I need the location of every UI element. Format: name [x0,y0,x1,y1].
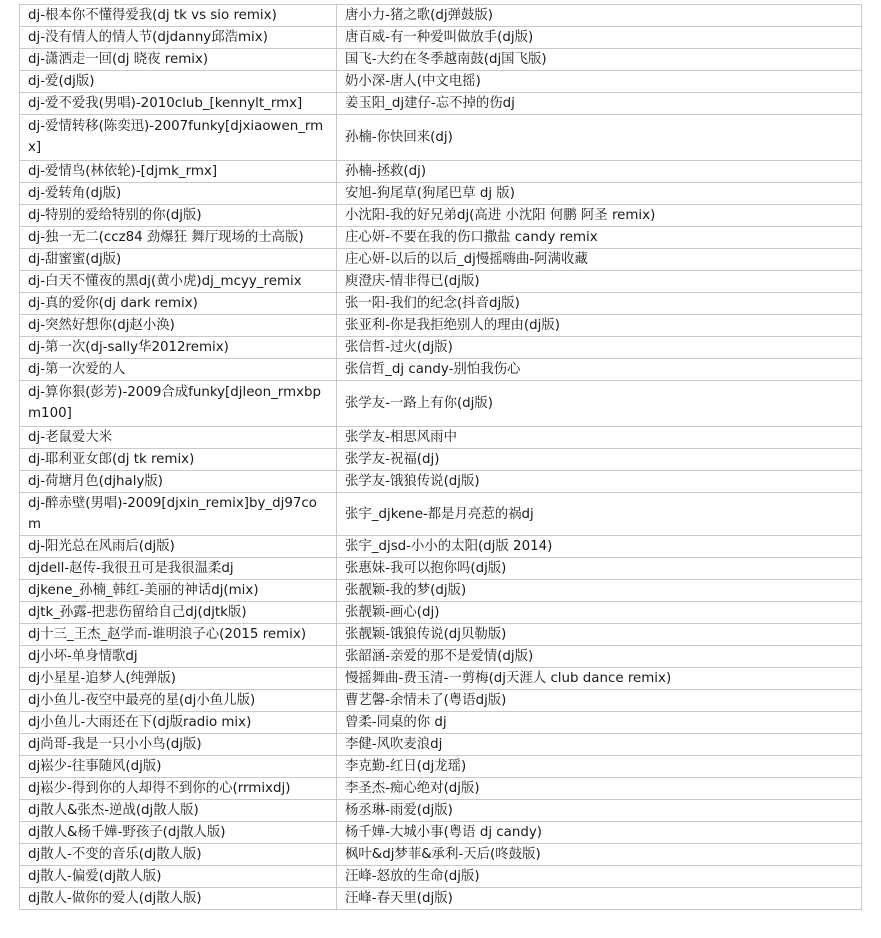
song-title-cell: dj-独一无二(ccz84 劲爆狂 舞厅现场的士高版) [20,227,337,249]
song-title-cell: 汪峰-怒放的生命(dj版) [337,866,862,888]
song-title-cell: 姜玉阳_dj建仔-忘不掉的伤dj [337,93,862,115]
song-title-cell: djkene_孙楠_韩红-美丽的神话dj(mix) [20,580,337,602]
table-row [20,5,862,27]
table-row [20,690,862,712]
table-row [20,359,862,381]
table-row [20,734,862,756]
table-row [20,493,862,536]
song-title-cell: dj-荷塘月色(djhaly版) [20,471,337,493]
table-row [20,183,862,205]
table-row [20,778,862,800]
song-title-cell: dj-甜蜜蜜(dj版) [20,249,337,271]
table-row [20,866,862,888]
table-row [20,888,862,910]
song-title-cell: 杨丞琳-雨爱(dj版) [337,800,862,822]
table-row [20,337,862,359]
song-title-cell: dj-特别的爱给特别的你(dj版) [20,205,337,227]
table-row [20,580,862,602]
song-title-cell: 汪峰-春天里(dj版) [337,888,862,910]
song-title-cell: 庾澄庆-情非得已(dj版) [337,271,862,293]
song-title-cell: dj小坏-单身情歌dj [20,646,337,668]
song-title-cell: 张韶涵-亲爱的那不是爱情(dj版) [337,646,862,668]
table-row [20,249,862,271]
table-row [20,315,862,337]
song-title-cell: 张宇_djsd-小小的太阳(dj版 2014) [337,536,862,558]
song-title-cell: 曾柔-同桌的你 dj [337,712,862,734]
table-row [20,844,862,866]
table-row [20,602,862,624]
table-row [20,624,862,646]
table-row [20,71,862,93]
song-title-cell: 张学友-一路上有你(dj版) [337,381,862,427]
song-title-cell: 庄心妍-不要在我的伤口撒盐 candy remix [337,227,862,249]
song-title-cell: dj小鱼儿-夜空中最亮的星(dj小鱼儿版) [20,690,337,712]
song-title-cell: dj崧少-得到你的人却得不到你的心(rrmixdj) [20,778,337,800]
table-row [20,271,862,293]
song-title-cell: dj-老鼠爱大米 [20,427,337,449]
table-row [20,822,862,844]
song-title-cell: dj-算你狠(彭芳)-2009合成funky[djleon_rmxbpm100] [20,381,337,427]
song-title-cell: dj-爱情鸟(林依轮)-[djmk_rmx] [20,161,337,183]
song-title-cell: 张一阳-我们的纪念(抖音dj版) [337,293,862,315]
table-row [20,205,862,227]
song-title-cell: 唐小力-猪之歌(dj弹鼓版) [337,5,862,27]
song-title-cell: dj散人-不变的音乐(dj散人版) [20,844,337,866]
song-title-cell: dj散人-偏爱(dj散人版) [20,866,337,888]
song-title-cell: dj-耶利亚女郎(dj tk remix) [20,449,337,471]
table-row [20,471,862,493]
table-row [20,800,862,822]
song-title-cell: dj-第一次(dj-sally华2012remix) [20,337,337,359]
song-title-cell: dj散人&张杰-逆战(dj散人版) [20,800,337,822]
song-title-cell: dj散人-做你的爱人(dj散人版) [20,888,337,910]
song-title-cell: djtk_孙露-把悲伤留给自己dj(djtk版) [20,602,337,624]
song-title-cell: dj-真的爱你(dj dark remix) [20,293,337,315]
song-title-cell: dj-爱(dj版) [20,71,337,93]
table-row [20,449,862,471]
table-row [20,227,862,249]
table-row [20,646,862,668]
song-title-cell: dj-阳光总在风雨后(dj版) [20,536,337,558]
song-title-cell: 张惠妹-我可以抱你吗(dj版) [337,558,862,580]
table-row [20,293,862,315]
song-title-cell: 庄心妍-以后的以后_dj慢摇嗨曲-阿满收藏 [337,249,862,271]
song-title-cell: 李克勤-红日(dj龙瑶) [337,756,862,778]
song-title-cell: 慢摇舞曲-费玉清-一剪梅(dj天涯人 club dance remix) [337,668,862,690]
song-title-cell: 张信哲-过火(dj版) [337,337,862,359]
song-title-cell: dj崧少-往事随风(dj版) [20,756,337,778]
song-title-cell: dj-醉赤壁(男唱)-2009[djxin_remix]by_dj97com [20,493,337,536]
song-title-cell: dj-潇洒走一回(dj 晓夜 remix) [20,49,337,71]
song-title-cell: dj散人&杨千嬅-野孩子(dj散人版) [20,822,337,844]
song-title-cell: 张靓颖-画心(dj) [337,602,862,624]
song-title-cell: 李圣杰-痴心绝对(dj版) [337,778,862,800]
song-title-cell: djdell-赵传-我很丑可是我很温柔dj [20,558,337,580]
song-title-cell: dj-爱不爱我(男唱)-2010club_[kennylt_rmx] [20,93,337,115]
song-title-cell: 枫叶&dj梦菲&承利-天后(咚鼓版) [337,844,862,866]
song-title-cell: 小沈阳-我的好兄弟dj(高进 小沈阳 何鹏 阿圣 remix) [337,205,862,227]
song-title-cell: dj-突然好想你(dj赵小涣) [20,315,337,337]
song-title-cell: dj-根本你不懂得爱我(dj tk vs sio remix) [20,5,337,27]
song-title-cell: dj小鱼儿-大雨还在下(dj版radio mix) [20,712,337,734]
song-title-cell: 张亚利-你是我拒绝别人的理由(dj版) [337,315,862,337]
song-title-cell: 孙楠-拯救(dj) [337,161,862,183]
table-row [20,536,862,558]
song-title-cell: 张学友-祝福(dj) [337,449,862,471]
song-title-cell: 张学友-饿狼传说(dj版) [337,471,862,493]
song-title-cell: dj-第一次爱的人 [20,359,337,381]
table-row [20,668,862,690]
table-row [20,49,862,71]
song-title-cell: 李健-风吹麦浪dj [337,734,862,756]
song-title-cell: 张宇_djkene-都是月亮惹的祸dj [337,493,862,536]
song-title-cell: 唐百威-有一种爱叫做放手(dj版) [337,27,862,49]
song-title-cell: 张靓颖-我的梦(dj版) [337,580,862,602]
song-list-table [19,4,862,910]
table-row [20,93,862,115]
song-title-cell: dj-爱转角(dj版) [20,183,337,205]
song-title-cell: dj-爱情转移(陈奕迅)-2007funky[djxiaowen_rmx] [20,115,337,161]
table-row [20,756,862,778]
song-title-cell: dj十三_王杰_赵学而-谁明浪子心(2015 remix) [20,624,337,646]
table-row [20,558,862,580]
song-list-body [20,5,862,910]
song-title-cell: 张靓颖-饿狼传说(dj贝勒版) [337,624,862,646]
song-title-cell: 孙楠-你快回来(dj) [337,115,862,161]
table-row [20,161,862,183]
song-title-cell: dj-没有情人的情人节(djdanny邱浩mix) [20,27,337,49]
song-title-cell: 杨千嬅-大城小事(粤语 dj candy) [337,822,862,844]
song-title-cell: dj小星星-追梦人(纯弹版) [20,668,337,690]
song-title-cell: 安旭-狗尾草(狗尾巴草 dj 版) [337,183,862,205]
table-row [20,712,862,734]
song-title-cell: 曹艺馨-余情未了(粤语dj版) [337,690,862,712]
song-title-cell: 张学友-相思风雨中 [337,427,862,449]
table-row [20,115,862,161]
song-title-cell: 奶小深-唐人(中文电摇) [337,71,862,93]
table-row [20,381,862,427]
table-row [20,27,862,49]
table-row [20,427,862,449]
song-title-cell: dj-白天不懂夜的黑dj(黄小虎)dj_mcyy_remix [20,271,337,293]
song-title-cell: 国飞-大约在冬季越南鼓(dj国飞版) [337,49,862,71]
song-title-cell: 张信哲_dj candy-别怕我伤心 [337,359,862,381]
song-title-cell: dj尚哥-我是一只小小鸟(dj版) [20,734,337,756]
